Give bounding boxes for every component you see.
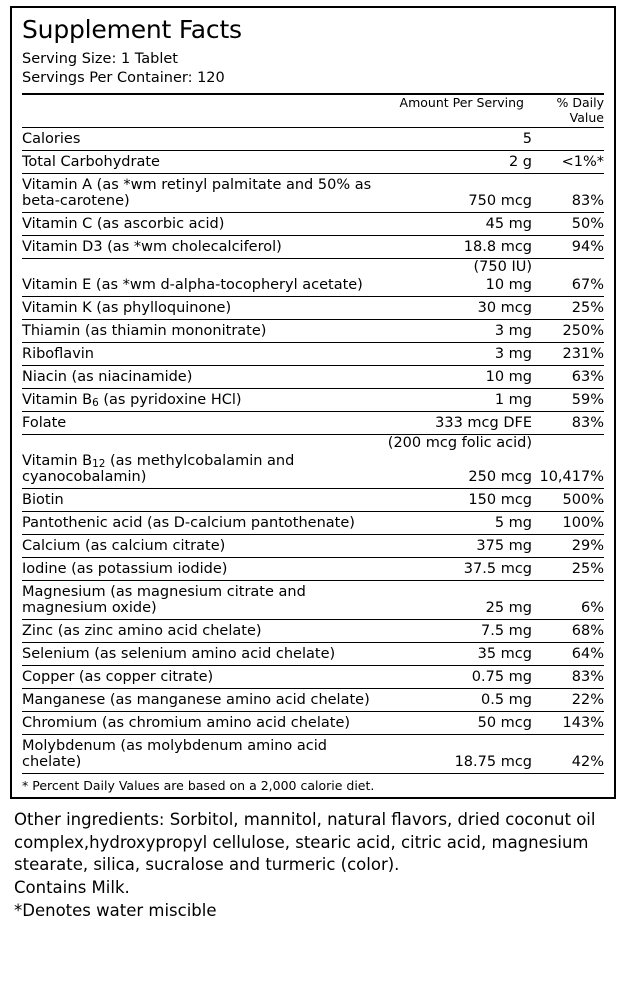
nutrient-name: Vitamin $B_6$ (as pyridoxine HCl): [22, 388, 388, 411]
nutrient-name: Calcium (as calcium citrate): [22, 534, 388, 557]
nutrient-daily-value: 42%: [532, 734, 604, 773]
supplement-facts-panel: [10, 6, 616, 799]
nutrient-amount: 18.8 mcg: [388, 235, 532, 258]
nutrient-amount: 3 mg: [388, 319, 532, 342]
table-row: [22, 212, 604, 235]
nutrient-name: Manganese (as manganese amino acid chelate): [22, 688, 388, 711]
nutrient-amount: 7.5 mg: [388, 619, 532, 642]
nutrient-amount: 1 mg: [388, 388, 532, 411]
servings-per-container: Servings Per Container: 120: [22, 69, 225, 86]
nutrient-table: [22, 128, 604, 774]
nutrient-daily-value: 50%: [532, 212, 604, 235]
nutrient-amount: 750 mcg: [388, 173, 532, 212]
table-row: [22, 258, 604, 277]
other-ingredients-text: Other ingredients: Sorbitol, mannitol, natural flavors, dried coconut oil complex,hydroxypropyl cellulose, stearic acid, citric acid, magnesium stearate, silica, sucralose and turmeric (color).: [14, 809, 596, 875]
nutrient-amount: 3 mg: [388, 342, 532, 365]
nutrient-name: Thiamin (as thiamin mononitrate): [22, 319, 388, 342]
nutrient-amount: (750 IU): [473, 258, 532, 275]
nutrient-amount: 375 mg: [388, 534, 532, 557]
nutrient-amount: 18.75 mcg: [388, 734, 532, 773]
table-row: [22, 511, 604, 534]
nutrient-name: Vitamin D3 (as *wm cholecalciferol): [22, 235, 388, 258]
nutrient-amount: (200 mcg folic acid): [387, 434, 532, 451]
nutrient-daily-value: 25%: [532, 296, 604, 319]
nutrient-daily-value: 500%: [532, 488, 604, 511]
nutrient-daily-value: 83%: [532, 173, 604, 212]
water-miscible-note: *Denotes water miscible: [14, 900, 217, 920]
nutrient-daily-value: 67%: [532, 277, 604, 297]
table-row: [22, 150, 604, 173]
nutrient-name: Vitamin E (as *wm d-alpha-tocopheryl acetate): [22, 277, 388, 297]
nutrient-amount: 2 g: [388, 150, 532, 173]
serving-size: Serving Size: 1 Tablet: [22, 50, 178, 67]
nutrient-daily-value: 231%: [532, 342, 604, 365]
nutrient-amount: 30 mcg: [388, 296, 532, 319]
nutrient-daily-value: 94%: [532, 235, 604, 258]
allergen-statement: Contains Milk.: [14, 878, 130, 898]
nutrient-name: Molybdenum (as molybdenum amino acid chelate): [22, 734, 388, 773]
nutrient-daily-value: 59%: [532, 388, 604, 411]
nutrient-name: Iodine (as potassium iodide): [22, 557, 388, 580]
nutrient-daily-value: 143%: [532, 711, 604, 734]
nutrient-daily-value: 22%: [532, 688, 604, 711]
table-row: [22, 534, 604, 557]
nutrient-name: Zinc (as zinc amino acid chelate): [22, 619, 388, 642]
nutrient-amount: 10 mg: [388, 277, 532, 297]
table-row: [22, 277, 604, 297]
nutrient-amount: 333 mcg DFE: [388, 411, 532, 434]
nutrient-daily-value: 250%: [532, 319, 604, 342]
nutrient-amount: 50 mcg: [388, 711, 532, 734]
table-row: [22, 173, 604, 212]
nutrient-daily-value: 64%: [532, 642, 604, 665]
table-row: [22, 619, 604, 642]
nutrient-daily-value: [532, 128, 604, 151]
nutrient-name: Vitamin K (as phylloquinone): [22, 296, 388, 319]
table-row: [22, 488, 604, 511]
nutrient-daily-value: [532, 434, 604, 453]
nutrient-name: Selenium (as selenium amino acid chelate): [22, 642, 388, 665]
nutrient-amount: 25 mg: [388, 580, 532, 619]
nutrient-name: Chromium (as chromium amino acid chelate): [22, 711, 388, 734]
nutrient-amount: 37.5 mcg: [388, 557, 532, 580]
nutrient-amount: 10 mg: [388, 365, 532, 388]
table-row: [22, 411, 604, 434]
nutrient-daily-value: 6%: [532, 580, 604, 619]
nutrient-daily-value: 63%: [532, 365, 604, 388]
nutrient-daily-value: 83%: [532, 665, 604, 688]
table-row: [22, 296, 604, 319]
nutrient-amount: 45 mg: [388, 212, 532, 235]
nutrient-daily-value: <1%*: [532, 150, 604, 173]
nutrient-amount: 5: [388, 128, 532, 151]
table-row: [22, 342, 604, 365]
nutrient-name: [22, 434, 388, 453]
table-row: [22, 580, 604, 619]
table-row: [22, 319, 604, 342]
table-row: [22, 557, 604, 580]
table-row: [22, 388, 604, 411]
nutrient-daily-value: [532, 258, 604, 277]
table-row: [22, 128, 604, 151]
page-title: Supplement Facts: [22, 15, 242, 44]
nutrient-name: Copper (as copper citrate): [22, 665, 388, 688]
nutrient-name: Riboflavin: [22, 342, 388, 365]
nutrient-name: Calories: [22, 128, 388, 151]
nutrient-name: Niacin (as niacinamide): [22, 365, 388, 388]
column-header-daily-value: % Daily Value: [556, 94, 604, 125]
nutrient-name: Biotin: [22, 488, 388, 511]
column-headers: [22, 95, 604, 127]
other-ingredients-section: [10, 799, 616, 923]
table-row: [22, 235, 604, 258]
nutrient-daily-value: 10,417%: [532, 453, 604, 489]
table-row: [22, 688, 604, 711]
nutrient-amount: 0.75 mg: [388, 665, 532, 688]
table-row: [22, 365, 604, 388]
nutrient-name: Total Carbohydrate: [22, 150, 388, 173]
nutrient-name: Folate: [22, 411, 388, 434]
nutrient-name: Vitamin A (as *wm retinyl palmitate and 50% as beta-carotene): [22, 173, 388, 212]
daily-value-footnote: * Percent Daily Values are based on a 2,000 calorie diet.: [22, 777, 375, 793]
table-row: [22, 453, 604, 489]
nutrient-amount: 35 mcg: [388, 642, 532, 665]
nutrient-name: Magnesium (as magnesium citrate and magnesium oxide): [22, 580, 388, 619]
nutrient-amount: 150 mcg: [388, 488, 532, 511]
nutrient-daily-value: 25%: [532, 557, 604, 580]
nutrient-amount: 5 mg: [388, 511, 532, 534]
nutrient-name: Vitamin $B_{12}$ (as methylcobalamin and cyanocobalamin): [22, 453, 388, 489]
nutrient-daily-value: 68%: [532, 619, 604, 642]
nutrient-amount: 0.5 mg: [388, 688, 532, 711]
nutrient-name: [22, 258, 388, 277]
nutrient-name: Vitamin C (as ascorbic acid): [22, 212, 388, 235]
nutrient-name: Pantothenic acid (as D-calcium pantothenate): [22, 511, 388, 534]
nutrient-daily-value: 100%: [532, 511, 604, 534]
table-row: [22, 665, 604, 688]
column-header-amount: Amount Per Serving: [399, 94, 524, 110]
nutrient-daily-value: 29%: [532, 534, 604, 557]
table-row: [22, 434, 604, 453]
nutrient-amount: 250 mcg: [388, 453, 532, 489]
nutrient-daily-value: 83%: [532, 411, 604, 434]
table-row: [22, 711, 604, 734]
table-row: [22, 642, 604, 665]
table-row: [22, 734, 604, 773]
